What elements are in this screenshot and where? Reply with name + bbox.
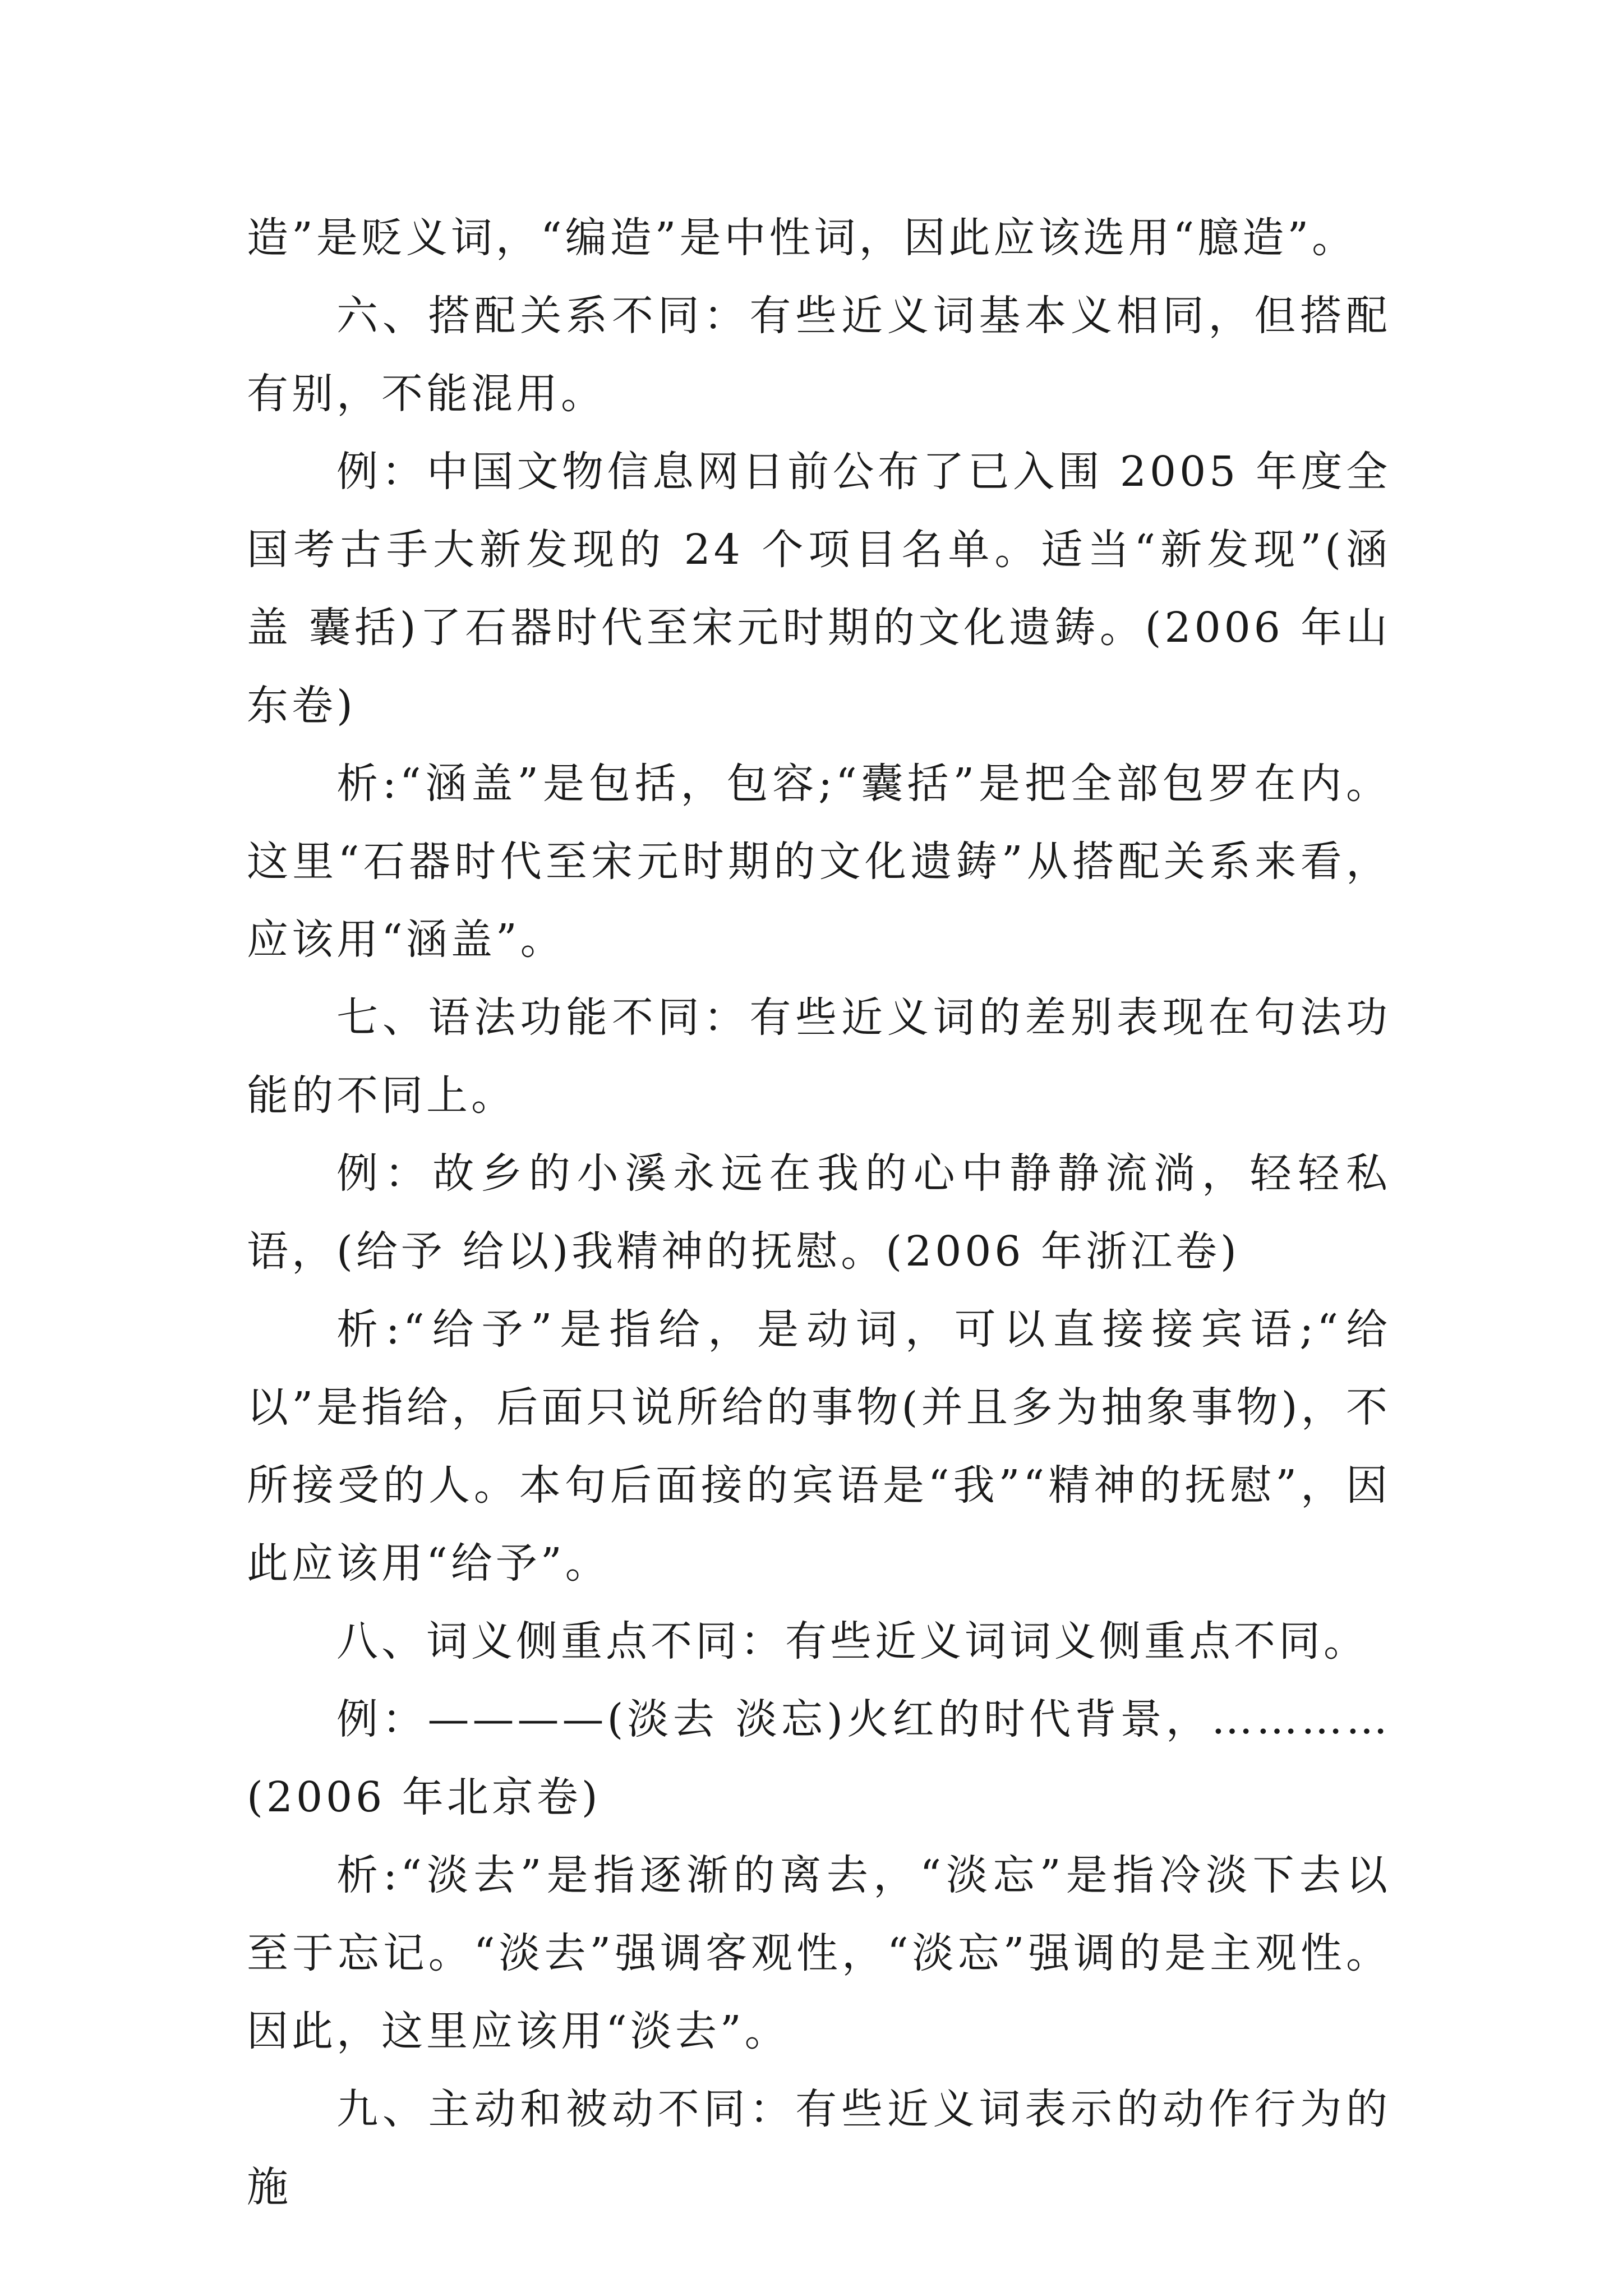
paragraph-7: 析:“给予”是指给，是动词，可以直接接宾语;“给以”是指给，后面只说所给的事物(并且多为抽象事物)，不所接受的人。本句后面接的宾语是“我”“精神的抚慰”，因此应该用“给予”。 xyxy=(247,1305,1391,1588)
paragraph-11: 九、主动和被动不同：有些近义词表示的动作行为的施 xyxy=(247,2085,1391,2211)
paragraph-6: 例：故乡的小溪永远在我的心中静静流淌，轻轻私语，(给予 给以)我精神的抚慰。(2006 年浙江卷) xyxy=(247,1149,1391,1276)
paragraph-10: 析:“淡去”是指逐渐的离去，“淡忘”是指冷淡下去以至于忘记。“淡去”强调客观性，“淡忘”强调的是主观性。因此，这里应该用“淡去”。 xyxy=(247,1851,1391,2055)
paragraph-2: 六、搭配关系不同：有些近义词基本义相同，但搭配有别，不能混用。 xyxy=(247,292,1391,418)
paragraph-9: 例：————(淡去 淡忘)火红的时代背景，…………(2006 年北京卷) xyxy=(247,1695,1391,1821)
paragraph-8: 八、词义侧重点不同：有些近义词词义侧重点不同。 xyxy=(336,1617,1368,1665)
paragraph-1: 造”是贬义词，“编造”是中性词，因此应该选用“臆造”。 xyxy=(247,214,1357,262)
paragraph-5: 七、语法功能不同：有些近义词的差别表现在句法功能的不同上。 xyxy=(247,993,1391,1120)
document-body xyxy=(247,199,1391,2226)
paragraph-3: 例：中国文物信息网日前公布了已入围 2005 年度全国考古手大新发现的 24 个项目名单。适当“新发现”(涵盖 囊括)了石器时代至宋元时期的文化遗鋳。(2006 年山东卷) xyxy=(247,448,1391,730)
paragraph-4: 析:“涵盖”是包括，包容;“囊括”是把全部包罗在内。这里“石器时代至宋元时期的文化遗鋳”从搭配关系来看，应该用“涵盖”。 xyxy=(247,760,1391,964)
